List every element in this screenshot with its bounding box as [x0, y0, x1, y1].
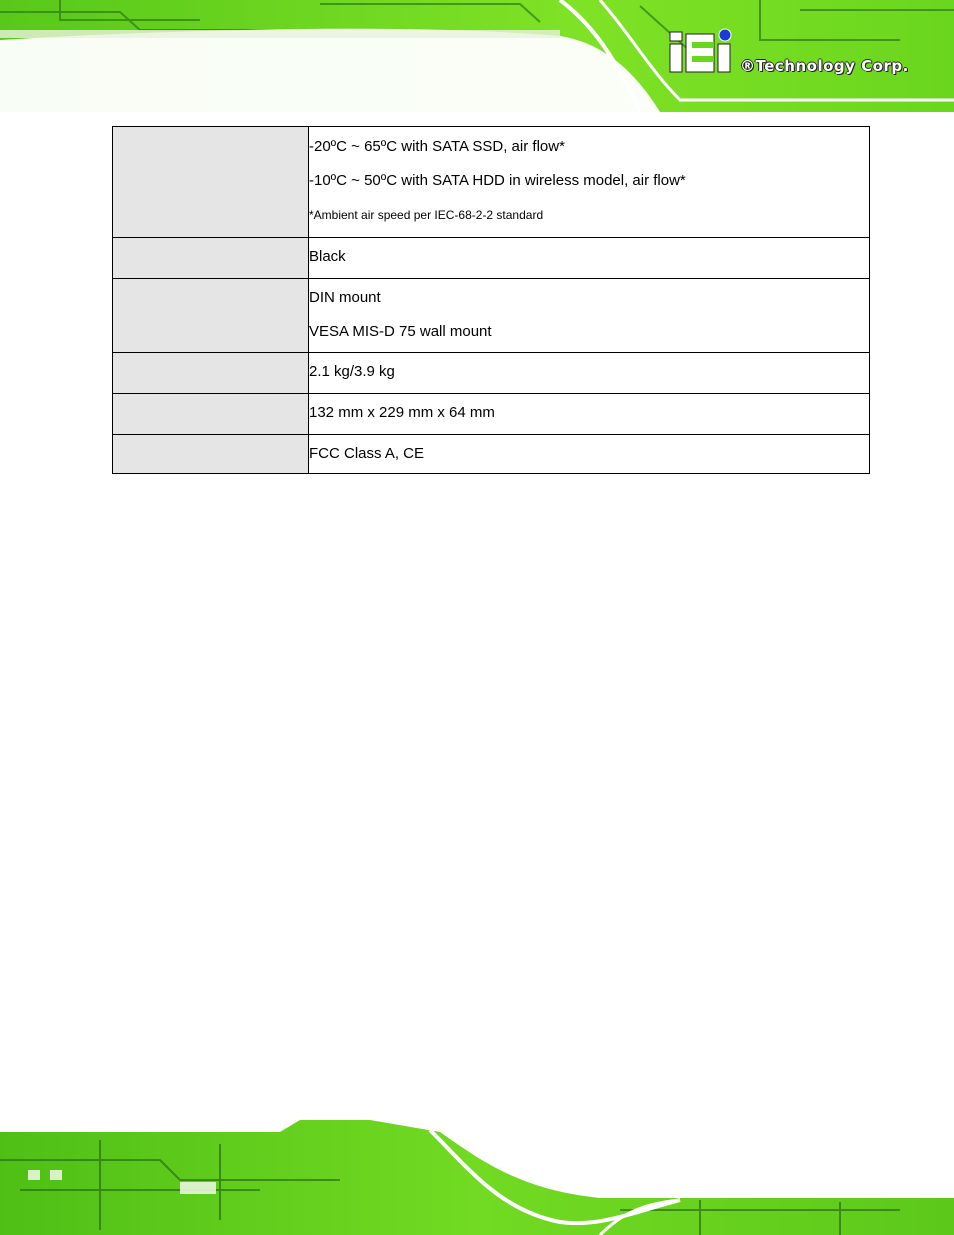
table-row [113, 353, 870, 394]
value-line: -10ºC ~ 50ºC with SATA HDD in wireless model, air flow* [309, 172, 686, 189]
row-label [113, 238, 309, 279]
specification-table [112, 126, 870, 474]
table-row [113, 279, 870, 353]
row-value [309, 435, 870, 474]
row-value [309, 279, 870, 353]
row-value [309, 353, 870, 394]
table-row [113, 127, 870, 238]
value-line: 132 mm x 229 mm x 64 mm [309, 404, 495, 421]
footnote: *Ambient air speed per IEC-68-2-2 standard [309, 208, 544, 222]
row-value [309, 394, 870, 435]
footer-circuit-banner [0, 1120, 954, 1235]
row-label [113, 127, 309, 238]
iei-logo [668, 28, 738, 74]
value-line: DIN mount [309, 289, 381, 306]
header-circuit-banner [0, 0, 954, 112]
row-label [113, 394, 309, 435]
row-label [113, 353, 309, 394]
table-row [113, 394, 870, 435]
brand-name: ®Technology Corp. [740, 57, 909, 75]
row-value [309, 238, 870, 279]
value-line: 2.1 kg/3.9 kg [309, 363, 395, 380]
table-row [113, 435, 870, 474]
value-line: -20ºC ~ 65ºC with SATA SSD, air flow* [309, 138, 565, 155]
row-label [113, 279, 309, 353]
row-label [113, 435, 309, 474]
value-line: Black [309, 248, 346, 265]
table-row [113, 238, 870, 279]
value-line: FCC Class A, CE [309, 445, 425, 462]
value-line: VESA MIS-D 75 wall mount [309, 323, 492, 340]
row-value [309, 127, 870, 238]
